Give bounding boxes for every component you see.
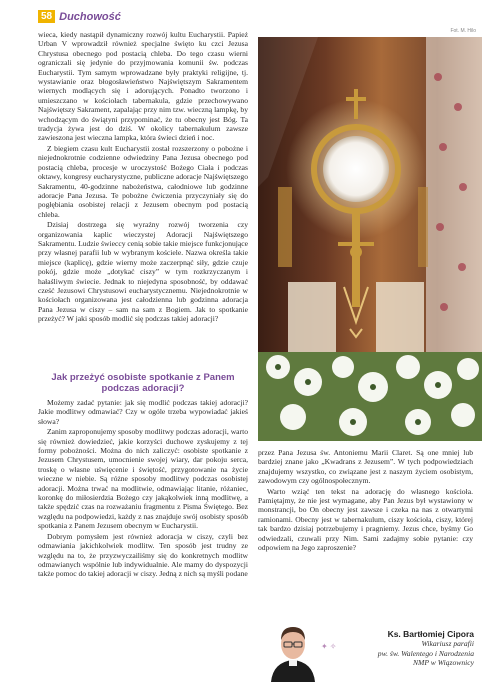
paragraph: wieca, kiedy nastąpił dynamiczny rozwój kultu Eucharystii. Papież Urban V wprowadził również specjalne święto ku czci Jezusa Chrystusa obecnego pod postacią chleba. Do tego czasu wierni ograniczali się jedynie do przyjmowania komunii św. podczas Eucharystii. Tym samym wprowadzane były praktyki religijne, tj. wystawianie oraz błogosławieństwo Najświętszym Sakramentem wiernych modlących się i adorujących. Ponadto tworzono i umieszczano w kościołach tabernakula, gdzie przechowywano Najświętszy Sakrament, zapalając przy nim tzw. wieczną lampkę, by wchodzącym do świątyni przypominać, że tu obecny jest Bóg. Ta tradycja żywa jest do dziś. W okolicy tabernakulum zawsze zawieszona jest wieczna lampka, która świeci dzień i noc.: [38, 30, 248, 143]
paragraph: Zanim zaproponujemy sposoby modlitwy podczas adoracji, warto się również dowiedzieć, jakie korzyści duchowe zyskujemy z tej formy pobożności. Można do nich zaliczyć: osobiste spotkanie z Jezusem Chrystusem, umocnienie swojej wiary, dar pokoju serca, troskę o własne uświęcenie i świętość, przygotowanie na życie wieczne w niebie. Są różne sposoby modlitwy podczas osobistej adoracji. Można trwać na modlitwie, odmawiając litanie, różaniec, koronkę do miłosierdzia Bożego czy jakąkolwiek inną modlitwę, a także spędzić czas na rozważaniu fragmentu z Pisma Świętego. Bez względu na podpowiedzi, każdy z nas znajduje swój osobisty sposób spotkania z Panem Jezusem obecnym w Eucharystii.: [38, 427, 248, 531]
subheading: Jak przeżyć osobiste spotkanie z Panem podczas adoracji?: [51, 372, 235, 394]
author-signature: [263, 616, 478, 686]
section-title: Duchowość: [59, 10, 121, 23]
monstrance-photo: [258, 37, 482, 441]
author-name: Ks. Bartłomiej Cipora: [387, 629, 474, 639]
photo-credit: Fot. M. Hilo: [450, 28, 476, 34]
author-role: Wikariusz parafii: [421, 639, 474, 649]
right-column: [258, 448, 473, 552]
left-column-bottom: [38, 398, 248, 579]
monstrance-illustration: [258, 37, 482, 441]
author-location: NMP w Wiązownicy: [412, 658, 474, 668]
paragraph: Dzisiaj dostrzega się wyraźny rozwój tworzenia czy organizowania kaplic wieczystej Adoracji Najświętszego Sakramentu. Ludzie świeccy cenią sobie takie miejsce funkcjonujące przy własnej parafii lub w wybranym kościele. Nazwa określa takie miejsce (kaplicę), gdzie wierny może zaczerpnąć siły, gdzie czuje pokój, gdzie może „dotykać ciszy” w tym rozkrzyczanym i hałaśliwym świecie. Jednak to niejedyna sposobność, by oddawać cześć Jezusowi Chrystusowi eucharystycznemu. Niejednokrotnie w kościołach organizowana jest całodzienna lub godzinna adoracja Pana Jezusa w ciszy – sam na sam z Bogiem. Jak to spotkanie przeżyć? W jaki sposób modlić się podczas takiej adoracji?: [38, 220, 249, 324]
paragraph: Dobrym pomysłem jest również adoracja w ciszy, czyli bez odmawiania jakichkolwiek modlitw. Ten sposób jest trudny ze względu na to, że przyzwyczailiśmy się do konkretnych modlitw odmawianych wspólnie lub indywidualnie. Ale mamy do dyspozycji także pomoc do takiej adoracji w ciszy. Jedną z nich są myśli podane: [38, 531, 248, 579]
page-number: 58: [38, 10, 55, 23]
paragraph: Możemy zadać pytanie: jak się modlić podczas takiej adoracji? Jakie modlitwy odmawiać? Czy w ogóle trzeba wypowiadać jakieś słowa?: [38, 398, 248, 426]
star-decoration-icon: ✦ ✧: [321, 642, 337, 651]
left-column-top: [38, 30, 248, 324]
author-parish: pw. św. Walentego i Narodzenia: [377, 648, 474, 658]
paragraph: przez Pana Jezusa św. Antoniemu Marii Claret. Są one mniej lub bardziej znane jako „Kwadrans z Jezusem”. W tych podpowiedziach znajdujemy wszystko, co związane jest z naszym życiem osobistym, zawodowym czy ogólnospołecznym.: [258, 448, 473, 486]
page-header: [38, 10, 121, 23]
paragraph: Z biegiem czasu kult Eucharystii został rozszerzony o pobożne i niejednokrotnie codzienne odwiedziny Pana Jezusa obecnego pod postacią chleba, procesje w uroczystość Bożego Ciała i podczas oktawy, kongresy eucharystyczne, publiczne adoracje Najświętszego Sakramentu, 40-godzinne nabożeństwa, całodniowe lub godzinne adoracje Pana Jezusa. Te pobożne ćwiczenia przyczyniały się do pogłębiania osobistej relacji z Jezusem obecnym pod postacią chleba.: [38, 143, 248, 219]
paragraph: Warto wziąć ten tekst na adorację do własnego kościoła. Pamiętajmy, że nie jest wymagane, aby Pan Jezus był wystawiony w monstrancji, bo On obecny jest zawsze i czeka na nas z otwartymi ramionami. Obecny jest w tabernakulum, ciszy kościoła, ciszy, której tak bardzo dzisiaj potrzebujemy i pragniemy. Jezus chce, byśmy Go odwiedzali, czuwali przy Nim. Sami zadajmy sobie pytanie: czy odpowiem na Jego zaproszenie?: [258, 486, 473, 553]
